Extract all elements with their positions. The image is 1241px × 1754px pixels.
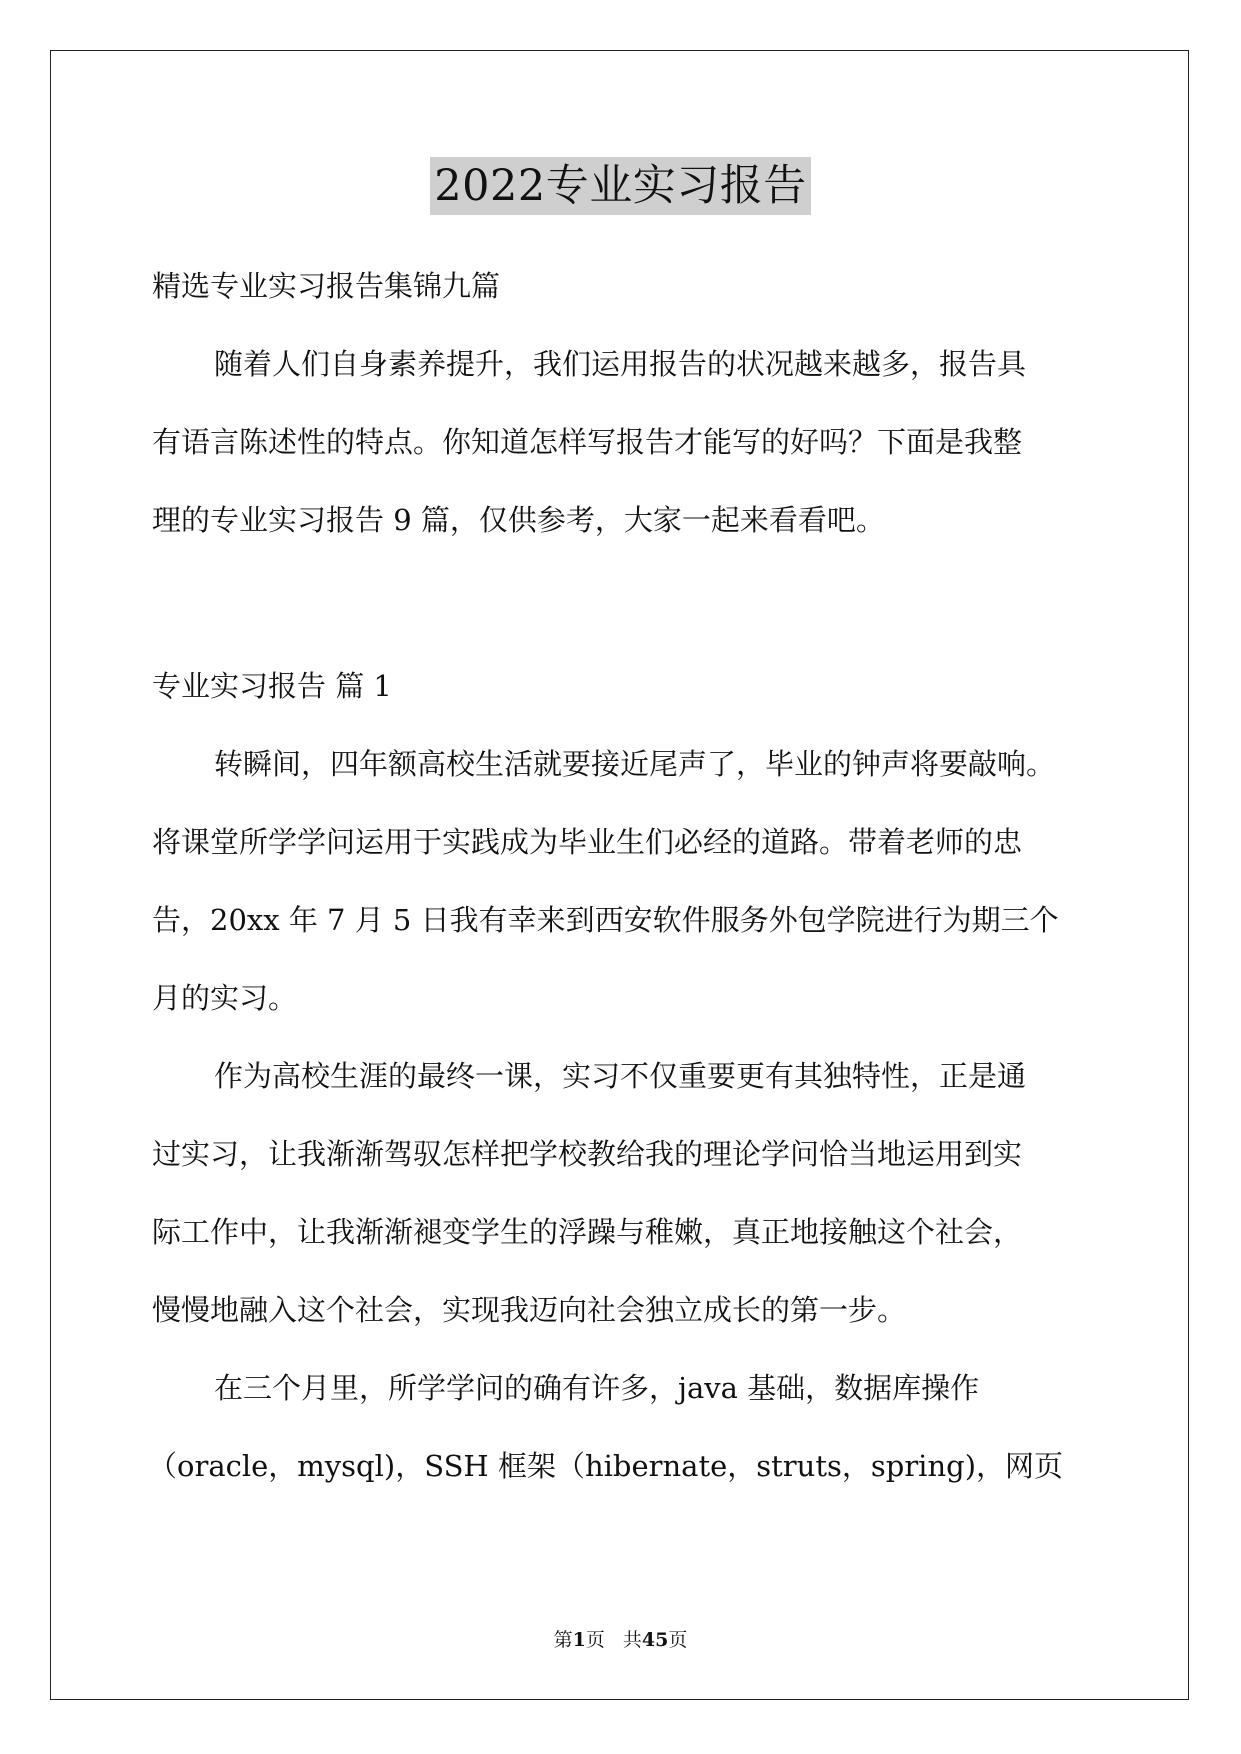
intro-line-3: 理的专业实习报告 9 篇，仅供参考，大家一起来看看吧。 [152,503,885,537]
paragraph2-line-4: 慢慢地融入这个社会，实现我迈向社会独立成长的第一步。 [152,1293,907,1327]
paragraph1-line-1: 转瞬间，四年额高校生活就要接近尾声了，毕业的钟声将要敲响。 [214,747,1056,781]
paragraph1-line-3: 告，20xx 年 7 月 5 日我有幸来到西安软件服务外包学院进行为期三个 [152,903,1059,937]
footer-total-suffix: 页 [668,1629,688,1651]
document-title: 2022专业实习报告 [430,157,810,215]
section-heading: 专业实习报告 篇 1 [152,669,392,703]
paragraph1-line-2: 将课堂所学学问运用于实践成为毕业生们必经的道路。带着老师的忠 [152,825,1023,859]
footer-page-prefix: 第 [553,1629,573,1651]
title-container [0,157,1241,215]
paragraph1-line-4: 月的实习。 [152,981,298,1015]
footer-total-prefix: 共 [622,1629,642,1651]
footer-page-suffix: 页 [585,1629,605,1651]
document-subtitle: 精选专业实习报告集锦九篇 [152,269,501,303]
intro-line-2: 有语言陈述性的特点。你知道怎样写报告才能写的好吗？下面是我整 [152,425,1023,459]
footer-page-total: 45 [641,1629,669,1651]
paragraph2-line-2: 过实习，让我渐渐驾驭怎样把学校教给我的理论学问恰当地运用到实 [152,1137,1023,1171]
footer-page-current: 1 [572,1629,586,1651]
paragraph3-line-1: 在三个月里，所学学问的确有许多，java 基础，数据库操作 [214,1371,980,1405]
paragraph3-line-2: （oracle，mysql)，SSH 框架（hibernate，struts，spring)，网页 [148,1449,1064,1483]
page-footer [0,1628,1241,1652]
intro-line-1: 随着人们自身素养提升，我们运用报告的状况越来越多，报告具 [214,347,1027,381]
paragraph2-line-1: 作为高校生涯的最终一课，实习不仅重要更有其独特性，正是通 [214,1059,1027,1093]
paragraph2-line-3: 际工作中，让我渐渐褪变学生的浮躁与稚嫩，真正地接触这个社会， [152,1215,1023,1249]
